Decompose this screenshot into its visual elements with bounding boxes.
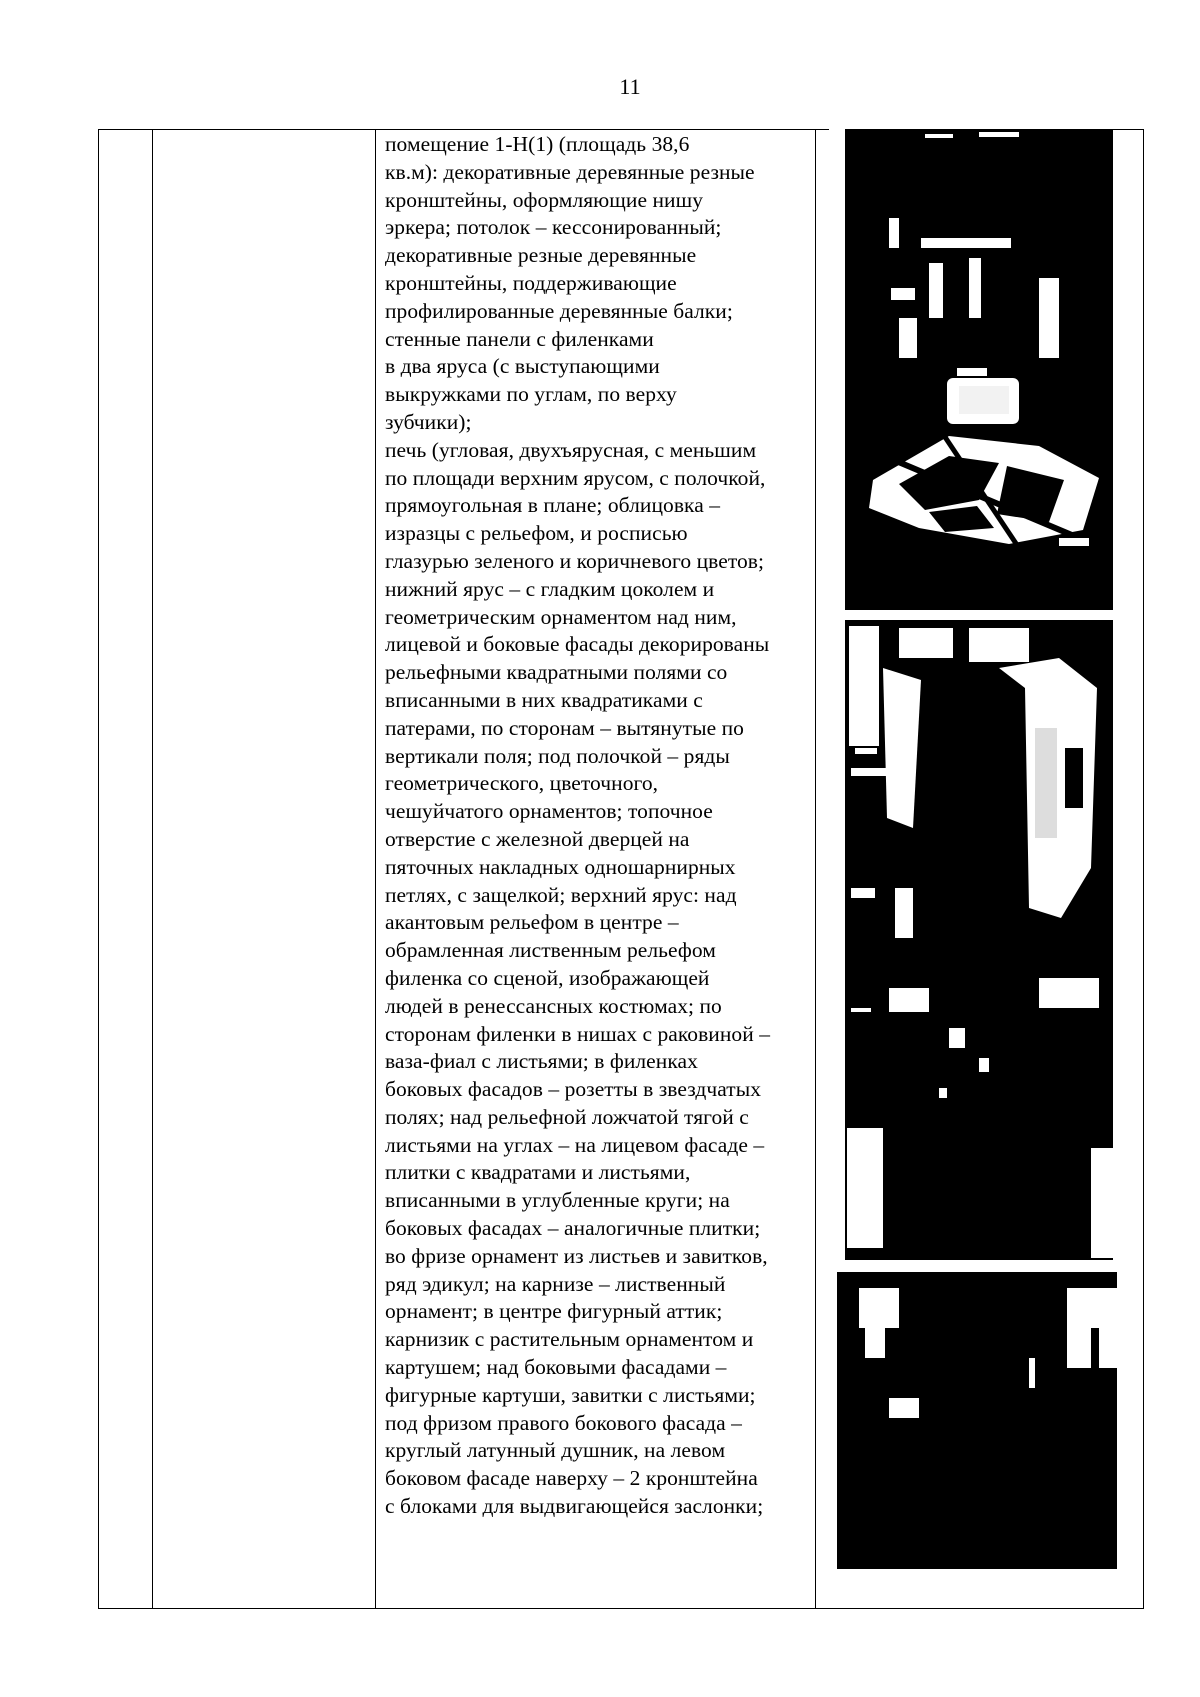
column-divider bbox=[375, 130, 376, 1608]
description-line: боковых фасадов – розетты в звездчатых bbox=[385, 1077, 762, 1102]
description-line: рельефными квадратными полями со bbox=[385, 660, 728, 685]
document-table bbox=[98, 129, 1144, 1609]
description-line: прямоугольная в плане; облицовка – bbox=[385, 493, 721, 518]
description-line: ваза-фиал с листьями; в филенках bbox=[385, 1049, 698, 1074]
description-line: вертикали поля; под полочкой – ряды bbox=[385, 743, 730, 768]
description-line: чешуйчатого орнаментов; топочное bbox=[385, 799, 713, 824]
description-line: выкружками по углам, по верху bbox=[385, 382, 677, 407]
description-line: кронштейны, поддерживающие bbox=[385, 270, 677, 295]
description-line: боковых фасадах – аналогичные плитки; bbox=[385, 1216, 761, 1241]
description-line: ряд эдикул; на карнизе – лиственный bbox=[385, 1271, 726, 1296]
column-divider bbox=[152, 130, 153, 1608]
description-line: орнамент; в центре фигурный аттик; bbox=[385, 1299, 723, 1324]
description-line: полях; над рельефной ложчатой тягой с bbox=[385, 1104, 749, 1129]
description-line: зубчики); bbox=[385, 409, 472, 434]
description-line: печь (угловая, двухъярусная, с меньшим bbox=[385, 437, 757, 462]
description-line: кронштейны, оформляющие нишу bbox=[385, 187, 703, 212]
description-line: патерами, по сторонам – вытянутые по bbox=[385, 715, 744, 740]
description-line: людей в ренессансных костюмах; по bbox=[385, 993, 722, 1018]
page-number: 11 bbox=[619, 74, 641, 99]
interior-photo bbox=[829, 128, 1125, 1571]
description-line: кв.м): декоративные деревянные резные bbox=[385, 159, 755, 184]
description-line: вписанными в углубленные круги; на bbox=[385, 1188, 730, 1213]
description-line: глазурью зеленого и коричневого цветов; bbox=[385, 548, 765, 573]
description-line: петлях, с защелкой; верхний ярус: над bbox=[385, 882, 737, 907]
description-line: листьями на углах – на лицевом фасаде – bbox=[385, 1132, 765, 1157]
column-divider bbox=[815, 130, 816, 1608]
description-line: по площади верхним ярусом, с полочкой, bbox=[385, 465, 766, 490]
description-line: во фризе орнамент из листьев и завитков, bbox=[385, 1243, 768, 1268]
description-line: под фризом правого бокового фасада – bbox=[385, 1410, 742, 1435]
description-line: профилированные деревянные балки; bbox=[385, 298, 733, 323]
description-line: с блоками для выдвигающейся заслонки; bbox=[385, 1494, 764, 1519]
description-line: помещение 1-Н(1) (площадь 38,6 bbox=[385, 132, 690, 156]
description-cell bbox=[385, 130, 797, 1521]
description-line: плитки с квадратами и листьями, bbox=[385, 1160, 691, 1185]
description-line: лицевой и боковые фасады декорированы bbox=[385, 632, 770, 657]
description-line: вписанными в них квадратиками с bbox=[385, 687, 703, 712]
description-line: изразцы с рельефом, и росписью bbox=[385, 521, 688, 546]
description-line: стенные панели с филенками bbox=[385, 326, 654, 351]
description-line: эркера; потолок – кессонированный; bbox=[385, 215, 722, 240]
description-line: пяточных накладных одношарнирных bbox=[385, 854, 736, 879]
description-line: картушем; над боковыми фасадами – bbox=[385, 1355, 727, 1380]
description-line: круглый латунный душник, на левом bbox=[385, 1438, 726, 1463]
description-line: филенка со сценой, изображающей bbox=[385, 965, 710, 990]
description-line: акантовым рельефом в центре – bbox=[385, 910, 679, 935]
description-line: сторонам филенки в нишах с раковиной – bbox=[385, 1021, 770, 1046]
description-line: карнизик с растительным орнаментом и bbox=[385, 1327, 754, 1352]
description-line: боковом фасаде наверху – 2 кронштейна bbox=[385, 1466, 758, 1491]
description-line: фигурные картуши, завитки с листьями; bbox=[385, 1382, 756, 1407]
description-line: нижний ярус – с гладким цоколем и bbox=[385, 576, 715, 601]
description-line: декоративные резные деревянные bbox=[385, 243, 697, 268]
description-line: в два яруса (с выступающими bbox=[385, 354, 660, 379]
description-line: геометрического, цветочного, bbox=[385, 771, 659, 796]
description-line: обрамленная лиственным рельефом bbox=[385, 938, 716, 963]
description-line: геометрическим орнаментом над ним, bbox=[385, 604, 737, 629]
description-line: отверстие с железной дверцей на bbox=[385, 826, 690, 851]
